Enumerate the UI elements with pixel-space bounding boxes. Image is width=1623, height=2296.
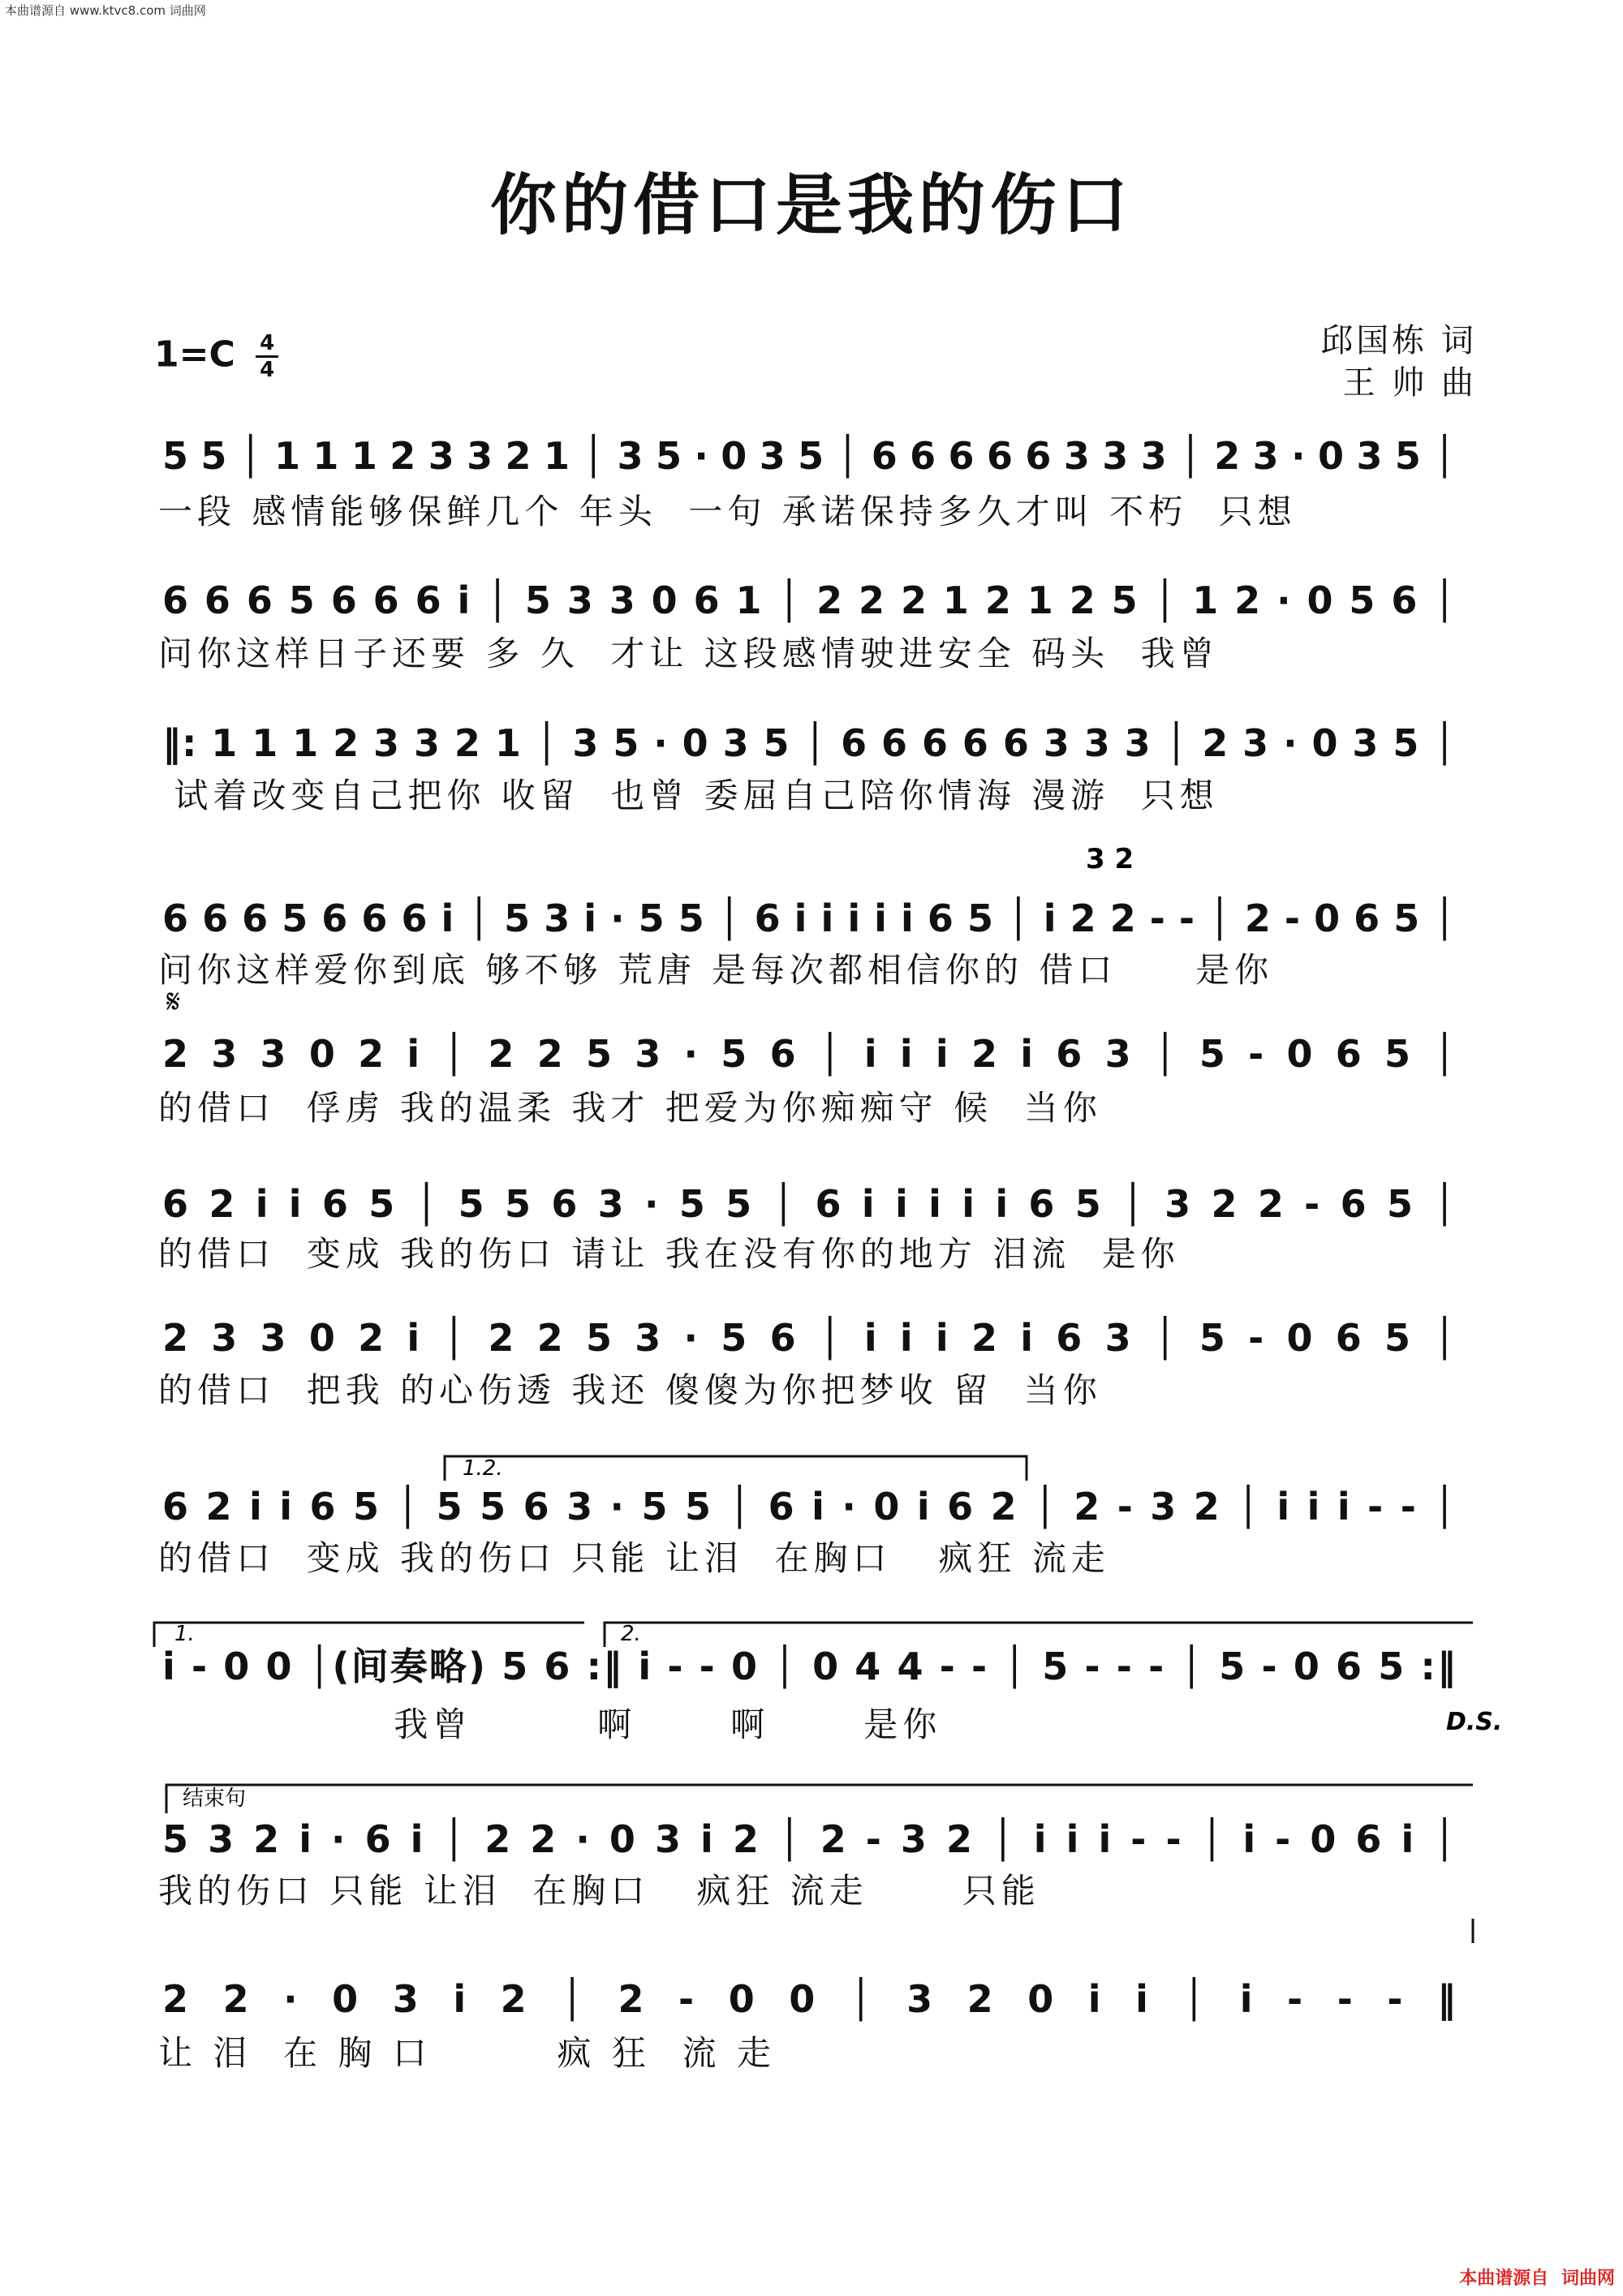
score-notes-line: ‖: 1 1 1 2 3 3 2 1 │ 3 5 · 0 3 5 │ 6 6 6 6 6 3 3 3 │ 2 3 · 0 3 5 │ bbox=[162, 721, 1461, 765]
key-label: 1=C bbox=[154, 333, 235, 376]
page-title: 你的借口是我的伤口 bbox=[489, 166, 1133, 244]
score-lyrics-line: 问你这样爱你到底 够不够 荒唐 是每次都相信你的 借口 是你 bbox=[158, 950, 1274, 990]
volta-bracket-1 bbox=[154, 1623, 584, 1647]
ds-mark: D.S. bbox=[1446, 1708, 1503, 1736]
time-signature-bottom: 4 bbox=[260, 358, 275, 382]
volta-label-12: 1.2. bbox=[463, 1456, 503, 1481]
score-lyrics-line: 的借口 变成 我的伤口 只能 让泪 在胸口 疯狂 流走 bbox=[158, 1538, 1110, 1578]
watermark-bottom-source: 本曲谱源自 bbox=[1459, 2268, 1549, 2289]
lyricist-credit: 邱国栋 词 bbox=[1320, 322, 1477, 359]
ending-bracket bbox=[166, 1785, 1473, 1813]
score-lyrics-line: 问你这样日子还要 多 久 才让 这段感情驶进安全 码头 我曾 bbox=[158, 634, 1219, 673]
score-lyrics-line: 我曾 啊 啊 是你 bbox=[158, 1705, 942, 1744]
composer-credit: 王 帅 曲 bbox=[1342, 364, 1477, 402]
score-notes-line: 2 3 3 0 2 i │ 2 2 5 3 · 5 6 │ i i i 2 i 6 3 │ 5 - 0 6 5 │ bbox=[162, 1032, 1461, 1076]
score-lyrics-line: 让 泪 在 胸 口 疯 狂 流 走 bbox=[158, 2033, 776, 2073]
score-notes-line: 6 2 i i 6 5 │ 5 5 6 3 · 5 5 │ 6 i i i i i 6 5 │ 3 2 2 - 6 5 │ bbox=[162, 1182, 1461, 1226]
score-notes-line: 2 2 · 0 3 i 2 │ 2 - 0 0 │ 3 2 0 i i │ i - - - ‖ bbox=[162, 1977, 1461, 2021]
score-lyrics-line: 的借口 把我 的心伤透 我还 傻傻为你把梦收 留 当你 bbox=[158, 1370, 1102, 1410]
score-lyrics-line: 的借口 变成 我的伤口 请让 我在没有你的地方 泪流 是你 bbox=[158, 1234, 1180, 1274]
score-notes-line: 6 2 i i 6 5 │ 5 5 6 3 · 5 5 │ 6 i · 0 i 6 2 │ 2 - 3 2 │ i i i - - │ bbox=[162, 1485, 1461, 1529]
watermark-bottom-site: 词曲网 bbox=[1561, 2268, 1615, 2289]
score-lyrics-line: 试着改变自己把你 收留 也曾 委屈自己陪你情海 漫游 只想 bbox=[158, 776, 1219, 815]
score-lyrics-line: 我的伤口 只能 让泪 在胸口 疯狂 流走 只能 bbox=[158, 1871, 1040, 1911]
volta-label-1: 1. bbox=[174, 1622, 195, 1646]
score-notes-line: 5 5 │ 1 1 1 2 3 3 2 1 │ 3 5 · 0 3 5 │ 6 6 6 6 6 3 3 3 │ 2 3 · 0 3 5 │ bbox=[162, 434, 1461, 478]
ending-label: 结束句 bbox=[183, 1786, 247, 1811]
score-notes-line: i - 0 0 │(间奏略) 5 6 :‖ i - - 0 │ 0 4 4 - - │ 5 - - - │ 5 - 0 6 5 :‖ bbox=[162, 1645, 1462, 1688]
time-signature-top: 4 bbox=[260, 331, 275, 355]
score-notes-line: 2 3 3 0 2 i │ 2 2 5 3 · 5 6 │ i i i 2 i 6 3 │ 5 - 0 6 5 │ bbox=[162, 1316, 1461, 1360]
watermark-bottom bbox=[1453, 2264, 1615, 2290]
volta-bracket-2 bbox=[605, 1623, 1473, 1647]
score-lyrics-line: 的借口 俘虏 我的温柔 我才 把爱为你痴痴守 候 当你 bbox=[158, 1088, 1102, 1128]
score-notes-line: 6 6 6 5 6 6 6 i │ 5 3 3 0 6 1 │ 2 2 2 1 2 1 2 5 │ 1 2 · 0 5 6 │ bbox=[162, 578, 1461, 622]
segno-mark: 𝄋 bbox=[166, 983, 181, 1021]
watermark-top: 本曲谱源自 www.ktvc8.com 词曲网 bbox=[5, 3, 206, 18]
volta-bracket-12 bbox=[445, 1456, 1027, 1481]
score-notes-line: 5 3 2 i · 6 i │ 2 2 · 0 3 i 2 │ 2 - 3 2 │ i i i - - │ i - 0 6 i │ bbox=[162, 1817, 1461, 1861]
score-notes-line: 6 6 6 5 6 6 6 i │ 5 3 i · 5 5 │ 6 i i i i i 6 5 │ i 2 2 - - │ 2 - 0 6 5 │ bbox=[162, 896, 1461, 940]
above-notes: 3 2 bbox=[1086, 843, 1134, 875]
score-lyrics-line: 一段 感情能够保鲜几个 年头 一句 承诺保持多久才叫 不朽 只想 bbox=[158, 492, 1297, 531]
volta-label-2: 2. bbox=[621, 1622, 641, 1646]
